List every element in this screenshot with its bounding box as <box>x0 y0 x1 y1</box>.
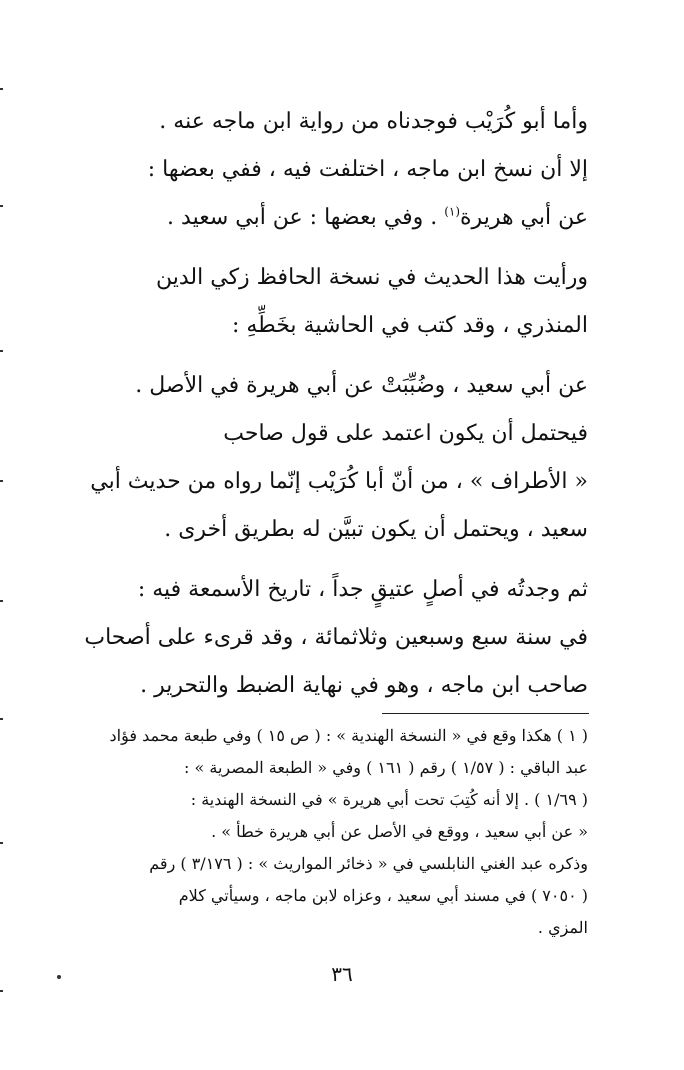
text-span: عن أبي هريرة <box>460 205 588 230</box>
footnotes <box>80 720 588 944</box>
text-span: . وفي بعضها : عن أبي سعيد . <box>167 205 445 230</box>
text-line: ثم وجدتُه في أصلٍ عتيقٍ جداً ، تاريخ الأسمعة فيه : <box>137 577 588 602</box>
footnote-line: ( ١ ) هكذا وقع في « النسخة الهندية » : ( ص ١٥ ) وفي طبعة محمد فؤاد <box>109 726 588 745</box>
text-line: فيحتمل أن يكون اعتمد على قول صاحب <box>223 421 588 446</box>
footnote-divider <box>382 713 589 714</box>
margin-mark <box>0 205 3 207</box>
margin-mark <box>0 990 3 992</box>
footnote-line: عبد الباقي : ( ١/٥٧ ) رقم ( ١٦١ ) وفي « الطبعة المصرية » : <box>184 758 588 777</box>
text-line: صاحب ابن ماجه ، وهو في نهاية الضبط والتحرير . <box>140 673 588 698</box>
text-line <box>80 194 588 242</box>
text-line: ورأيت هذا الحديث في نسخة الحافظ زكي الدين <box>156 265 588 290</box>
text-line: وأما أبو كُرَيْب فوجدناه من رواية ابن ماجه عنه . <box>159 109 588 134</box>
footnote-line: المزي . <box>537 918 588 937</box>
text-line: في سنة سبع وسبعين وثلاثمائة ، وقد قرىء على أصحاب <box>84 625 588 650</box>
margin-mark <box>0 718 3 720</box>
text-line: سعيد ، ويحتمل أن يكون تبيَّن له بطريق أخرى . <box>164 517 588 542</box>
footnote-line: ( ١/٦٩ ) . إلا أنه كُتِبَ تحت أبي هريرة » في النسخة الهندية : <box>190 790 588 809</box>
text-line: المنذري ، وقد كتب في الحاشية بخَطِّهِ : <box>231 313 588 338</box>
margin-mark <box>0 480 3 482</box>
margin-mark <box>0 88 3 90</box>
footnote-line: « عن أبي سعيد ، ووقع في الأصل عن أبي هريرة خطأ » . <box>211 822 588 841</box>
margin-mark <box>0 600 3 602</box>
margin-mark <box>0 350 3 352</box>
text-line: عن أبي سعيد ، وضُبِّبَتْ عن أبي هريرة في الأصل . <box>135 373 588 398</box>
page-number: ٣٦ <box>331 962 353 986</box>
footnote-line: ( ٧٠٥٠ ) في مسند أبي سعيد ، وعزاه لابن ماجه ، وسيأتي كلام <box>178 886 588 905</box>
main-text <box>80 98 588 710</box>
margin-mark <box>0 842 3 844</box>
text-line: إلا أن نسخ ابن ماجه ، اختلفت فيه ، ففي بعضها : <box>147 157 588 182</box>
margin-dot <box>57 975 61 979</box>
text-line: « الأطراف » ، من أنّ أبا كُرَيْب إنّما رواه من حديث أبي <box>90 469 588 494</box>
footnote-ref: (١) <box>444 204 461 219</box>
footnote-line: وذكره عبد الغني النابلسي في « ذخائر المواريث » : ( ٣/١٧٦ ) رقم <box>149 854 588 873</box>
